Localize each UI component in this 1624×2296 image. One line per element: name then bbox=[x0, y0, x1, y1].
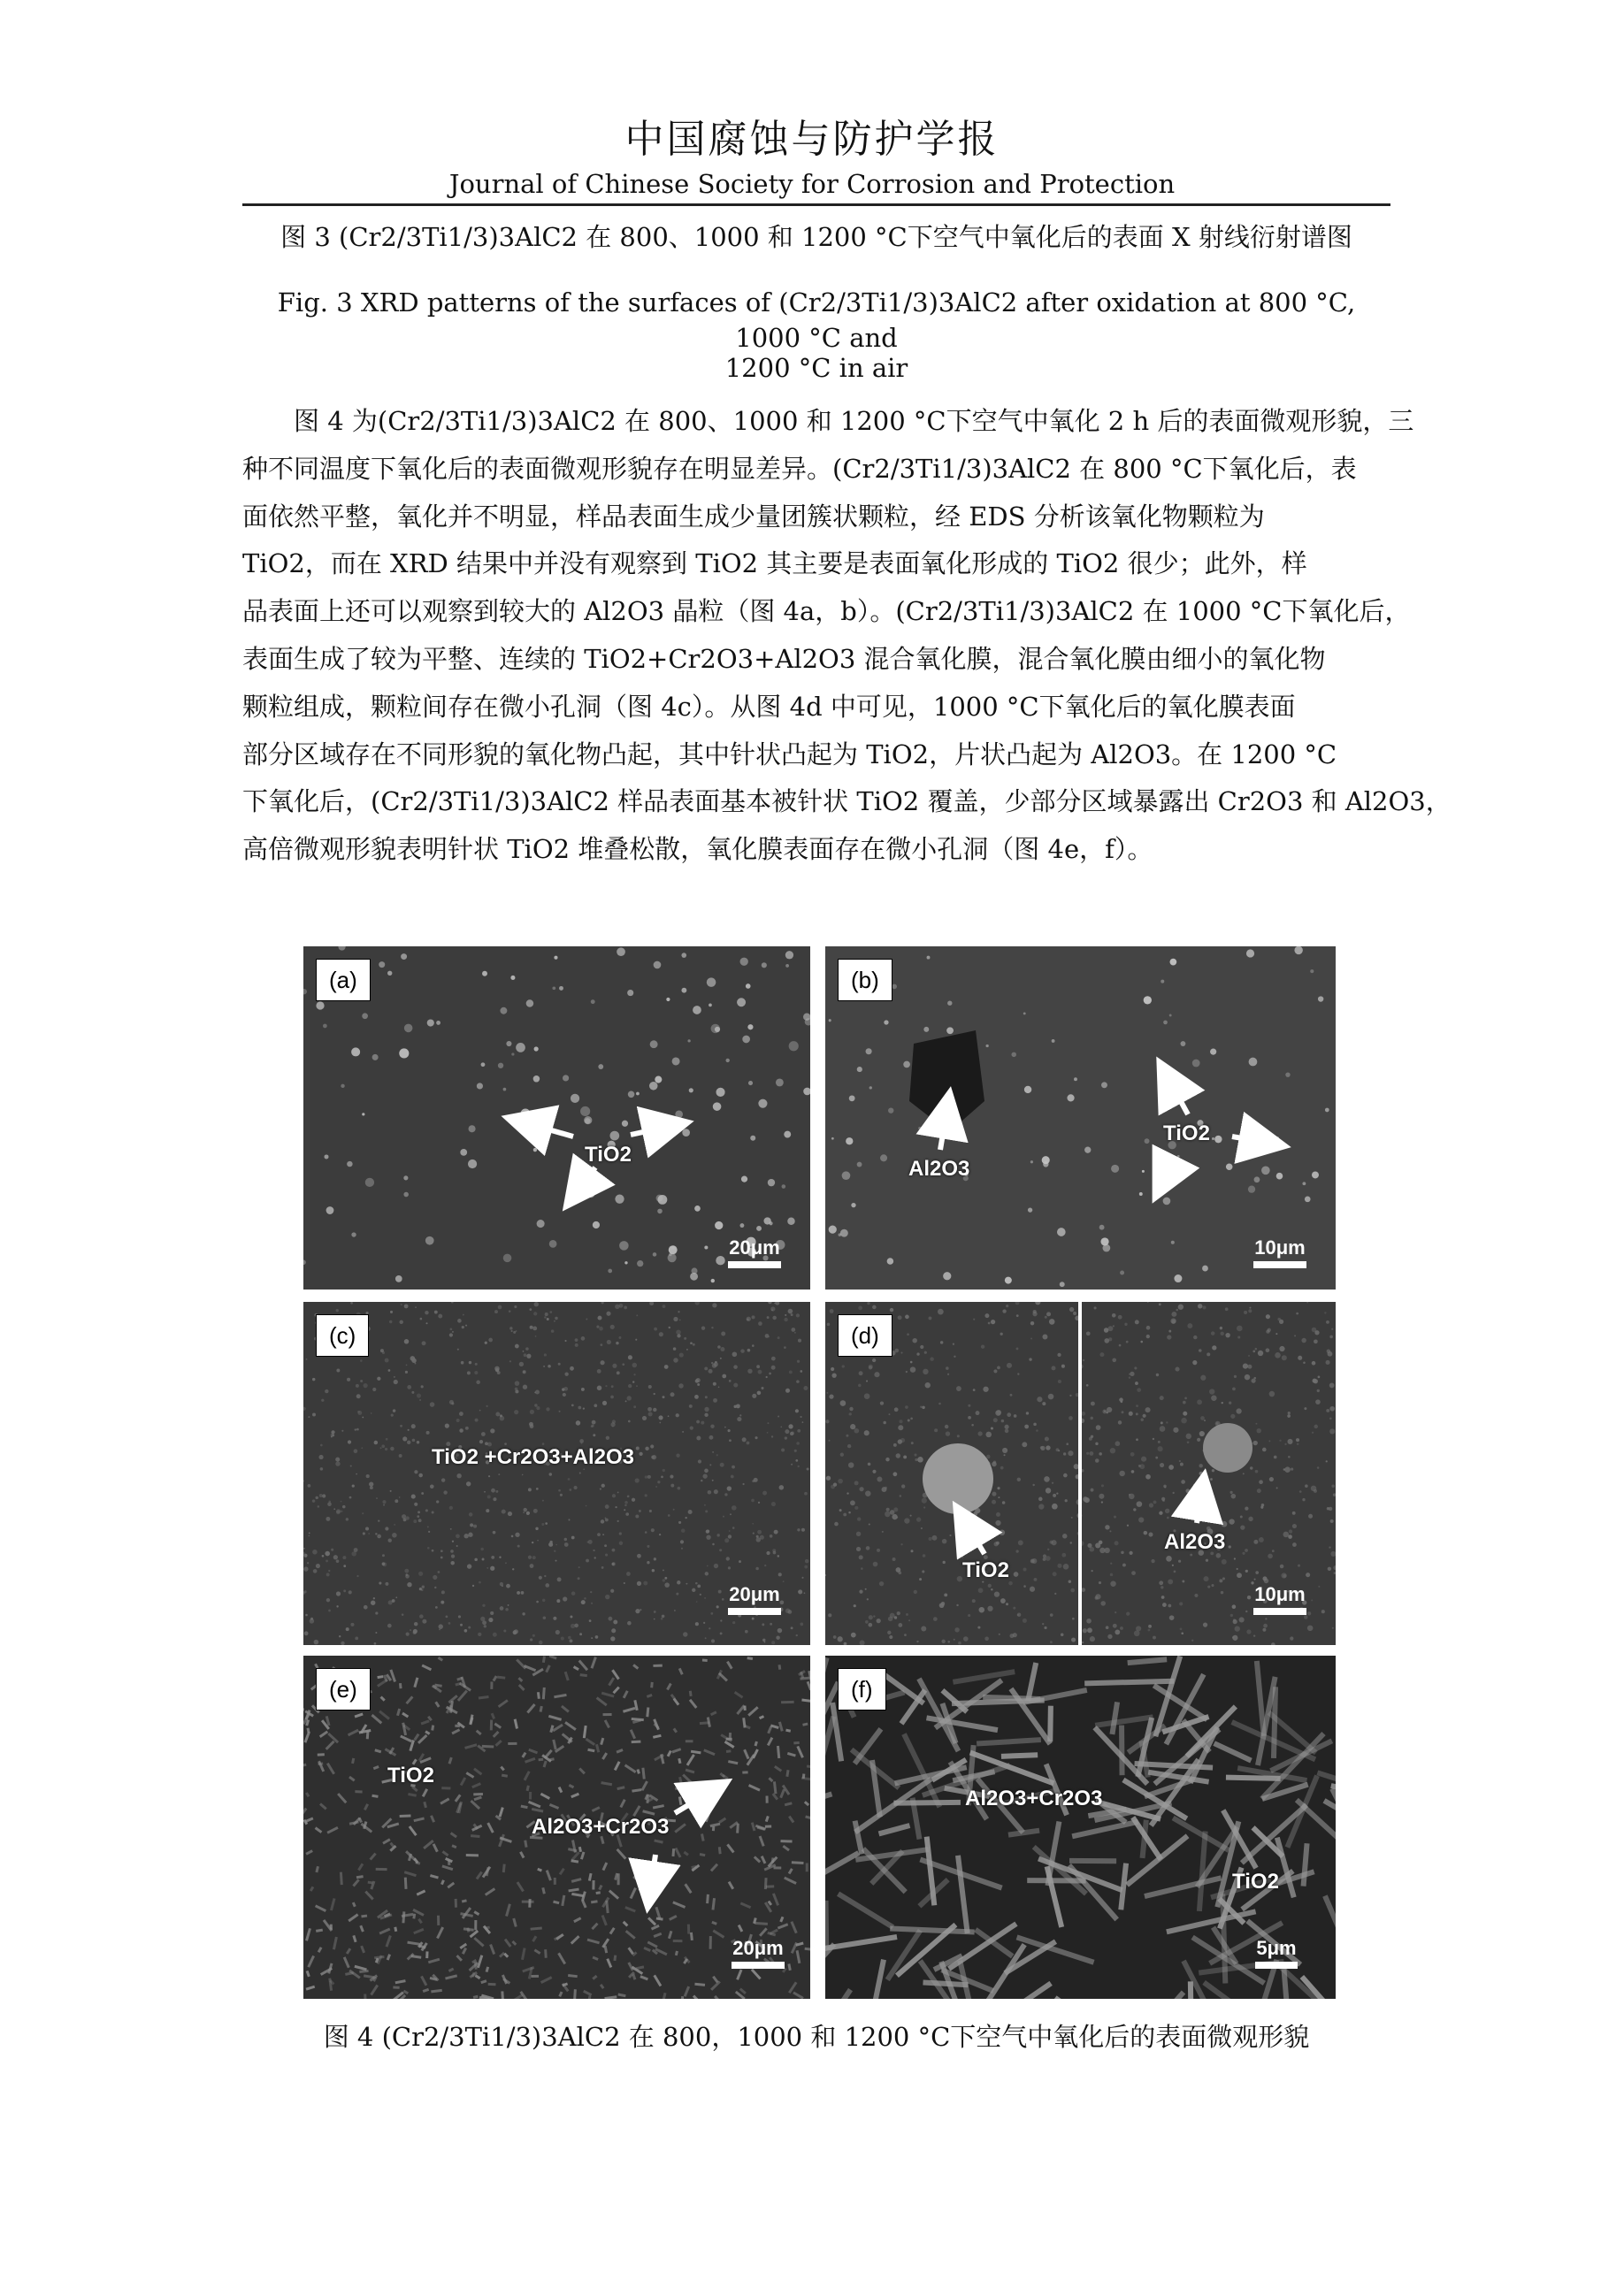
body-paragraph bbox=[242, 398, 1452, 874]
body-line: 图 4 为(Cr2/3Ti1/3)3AlC2 在 800、1000 和 1200 °C下空气中氧化 2 h 后的表面微观形貌，三 bbox=[294, 406, 1414, 436]
annotation-tio2: TiO2 bbox=[962, 1558, 1009, 1582]
scale-label: 10μm bbox=[1254, 1583, 1306, 1605]
sem-panel-f bbox=[825, 1656, 1336, 1999]
journal-title-cn: 中国腐蚀与防护学报 bbox=[624, 117, 1000, 162]
fig3-caption-cn: 图 3 (Cr2/3Ti1/3)3AlC2 在 800、1000 和 1200 °C下空气中氧化后的表面 X 射线衍射谱图 bbox=[280, 222, 1352, 252]
scale-bar-line bbox=[728, 1261, 781, 1268]
body-line: 种不同温度下氧化后的表面微观形貌存在明显差异。(Cr2/3Ti1/3)3AlC2 在 800 °C下氧化后，表 bbox=[242, 453, 1357, 484]
body-line: 品表面上还可以观察到较大的 Al2O3 晶粒（图 4a，b）。(Cr2/3Ti1/3)3AlC2 在 1000 °C下氧化后， bbox=[242, 596, 1411, 627]
body-line: 面依然平整，氧化并不明显，样品表面生成少量团簇状颗粒，经 EDS 分析该氧化物颗粒为 bbox=[242, 501, 1265, 532]
body-line: 颗粒组成，颗粒间存在微小孔洞（图 4c）。从图 4d 中可见，1000 °C下氧化后的氧化膜表面 bbox=[242, 691, 1296, 722]
fig3-caption-en-1: Fig. 3 XRD patterns of the surfaces of (Cr2/3Ti1/3)3AlC2 after oxidation at 800 °C, 1000 °C and bbox=[277, 287, 1356, 353]
annotation-al2o3-cr2o3: Al2O3+Cr2O3 bbox=[965, 1787, 1103, 1810]
body-line: TiO2，而在 XRD 结果中并没有观察到 TiO2 其主要是表面氧化形成的 TiO2 很少；此外，样 bbox=[242, 548, 1307, 579]
panel-label: (a) bbox=[316, 959, 371, 1001]
body-line: 高倍微观形貌表明针状 TiO2 堆叠松散，氧化膜表面存在微小孔洞（图 4e，f）。 bbox=[242, 834, 1153, 865]
scale-label: 20μm bbox=[732, 1937, 784, 1959]
scale-bar bbox=[719, 1236, 790, 1268]
panel-label: (f) bbox=[838, 1668, 886, 1711]
header-rule bbox=[242, 203, 1390, 206]
scale-label: 5μm bbox=[1256, 1937, 1297, 1959]
panel-label: (d) bbox=[838, 1314, 892, 1357]
scale-bar bbox=[723, 1937, 793, 1969]
annotation-al2o3-cr2o3: Al2O3+Cr2O3 bbox=[532, 1815, 670, 1839]
sem-panel-c bbox=[303, 1302, 810, 1645]
scale-bar bbox=[1245, 1236, 1315, 1268]
fig3-caption-en-2: 1200 °C in air bbox=[724, 353, 908, 383]
scale-label: 10μm bbox=[1254, 1236, 1306, 1259]
body-line: 部分区域存在不同形貌的氧化物凸起，其中针状凸起为 TiO2，片状凸起为 Al2O3。在 1200 °C bbox=[242, 739, 1337, 769]
scale-label: 20μm bbox=[729, 1236, 780, 1259]
annotation-tio2: TiO2 bbox=[387, 1764, 434, 1787]
scale-bar-line bbox=[1253, 1608, 1306, 1615]
annotation-tio2: TiO2 bbox=[1232, 1870, 1279, 1894]
journal-title-en: Journal of Chinese Society for Corrosion and Protection bbox=[448, 169, 1176, 199]
sem-panel-d bbox=[825, 1302, 1336, 1645]
body-line: 下氧化后，(Cr2/3Ti1/3)3AlC2 样品表面基本被针状 TiO2 覆盖，少部分区域暴露出 Cr2O3 和 Al2O3， bbox=[242, 786, 1452, 817]
annotation-mixed-oxide: TiO2 +Cr2O3+Al2O3 bbox=[432, 1445, 635, 1469]
scale-bar bbox=[1241, 1937, 1312, 1969]
scale-label: 20μm bbox=[729, 1583, 780, 1605]
fig4-caption: 图 4 (Cr2/3Ti1/3)3AlC2 在 800，1000 和 1200 °C下空气中氧化后的表面微观形貌 bbox=[323, 2022, 1310, 2052]
sem-panel-e bbox=[303, 1656, 810, 1999]
body-line: 表面生成了较为平整、连续的 TiO2+Cr2O3+Al2O3 混合氧化膜，混合氧化膜由细小的氧化物 bbox=[242, 643, 1326, 674]
scale-bar bbox=[719, 1583, 790, 1615]
panel-label: (c) bbox=[316, 1314, 369, 1357]
scale-bar-line bbox=[732, 1962, 785, 1969]
sem-panel-a bbox=[303, 946, 810, 1290]
annotation-al2o3: Al2O3 bbox=[1164, 1530, 1226, 1554]
panel-label: (e) bbox=[316, 1668, 371, 1711]
scale-bar-line bbox=[1253, 1261, 1306, 1268]
sem-panel-b bbox=[825, 946, 1336, 1290]
annotation-tio2: TiO2 bbox=[585, 1143, 632, 1167]
journal-header bbox=[0, 113, 1624, 202]
annotation-tio2: TiO2 bbox=[1163, 1121, 1210, 1145]
scale-bar bbox=[1245, 1583, 1315, 1615]
scale-bar-line bbox=[728, 1608, 781, 1615]
panel-label: (b) bbox=[838, 959, 892, 1001]
annotation-al2o3: Al2O3 bbox=[908, 1157, 970, 1181]
scale-bar-line bbox=[1255, 1962, 1298, 1969]
